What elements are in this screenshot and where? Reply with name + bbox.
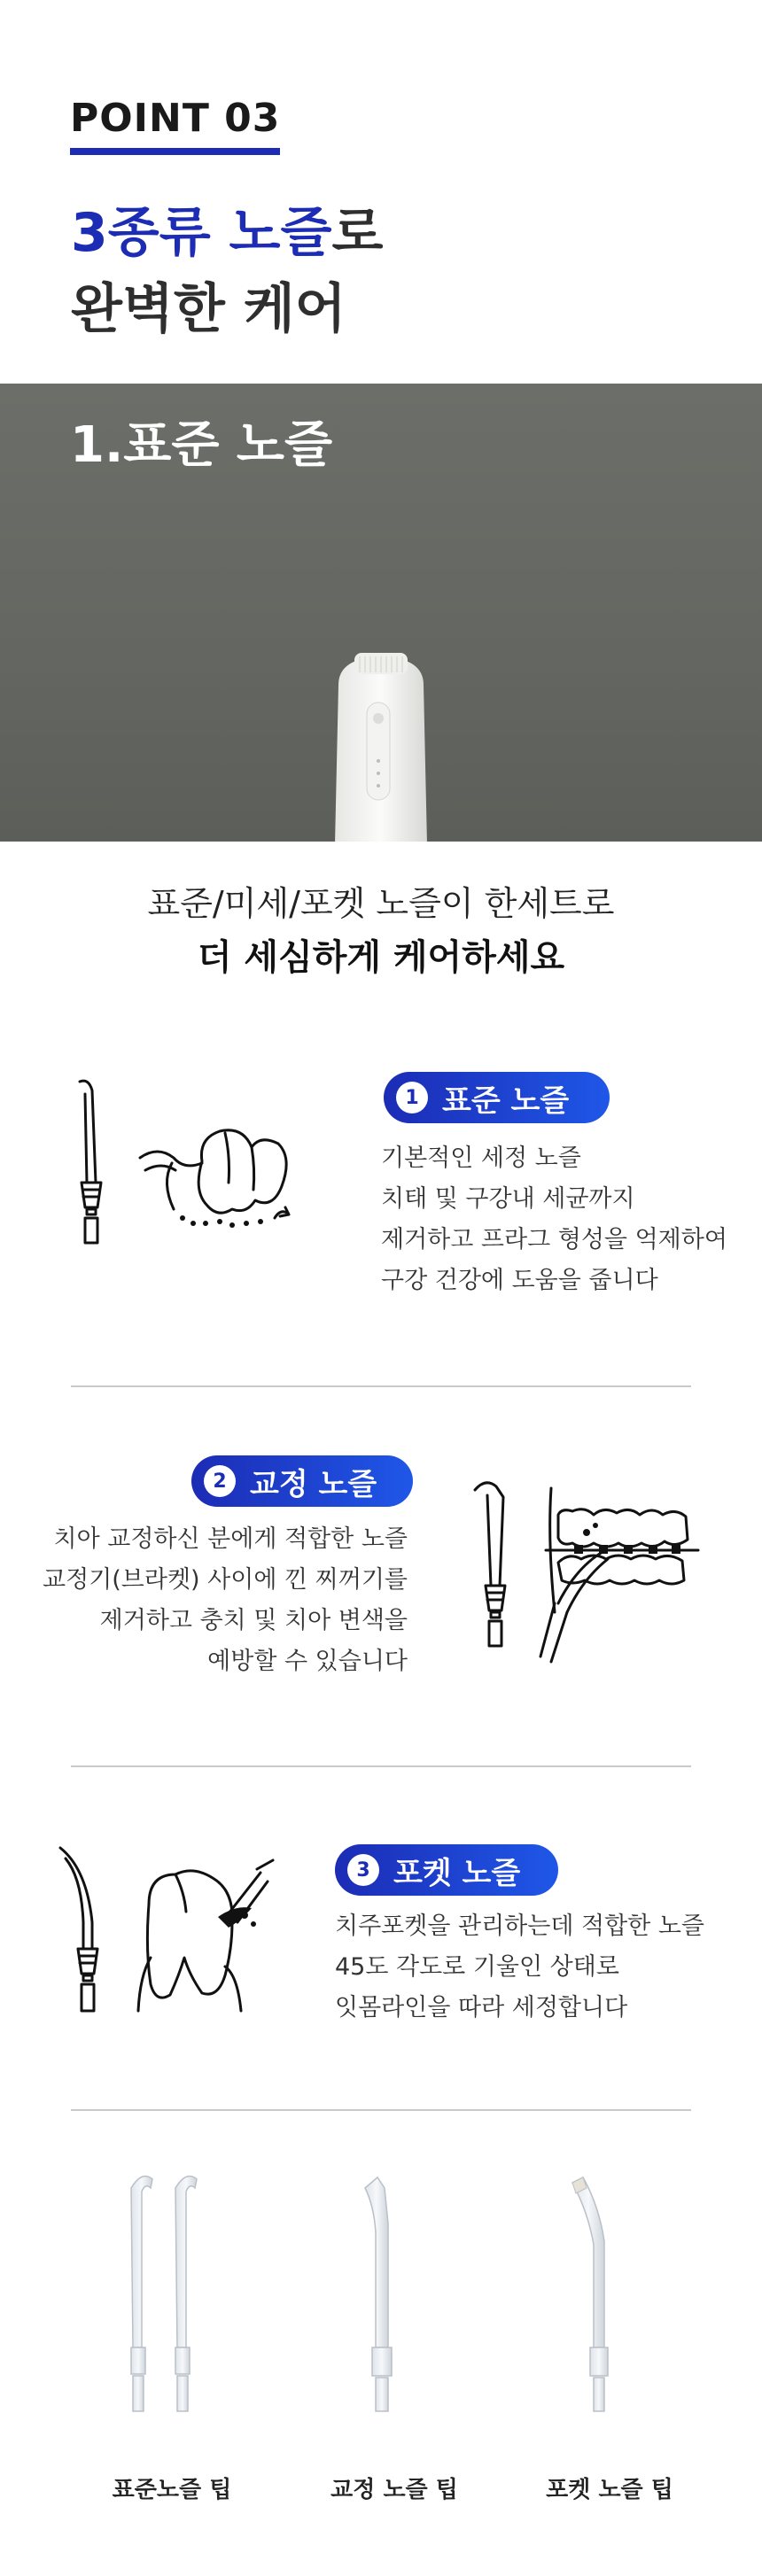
headline (71, 195, 383, 347)
intro-line2: 더 세심하게 케어하세요 (197, 937, 565, 978)
pocket-nozzle-description (335, 1906, 704, 2029)
standard-nozzle-illustration (69, 1076, 299, 1289)
pocket-nozzle-badge (335, 1844, 558, 1896)
section-divider (71, 1385, 691, 1387)
desc-line: 치주포켓을 관리하는데 적합한 노즐 (335, 1913, 704, 1940)
pocket-nozzle-tip-image (558, 2170, 638, 2427)
orthodontic-nozzle-badge (191, 1455, 413, 1507)
standard-nozzle-tip-image (115, 2170, 222, 2427)
section-divider (71, 1765, 691, 1767)
standard-nozzle-description (381, 1138, 727, 1301)
pocket-nozzle-title: 포켓 노즐 (393, 1855, 521, 1891)
desc-line: 제거하고 프라그 형성을 억제하여 (381, 1226, 727, 1253)
intro-line1: 표준/미세/포켓 노즐이 한세트로 (147, 884, 615, 923)
desc-line: 기본적인 세정 노즐 (381, 1144, 581, 1172)
desc-line: 제거하고 충치 및 치아 변색을 (99, 1607, 408, 1634)
pocket-nozzle-tip-label: 포켓 노즐 팁 (546, 2477, 673, 2503)
badge-number-2: 2 (204, 1465, 236, 1497)
desc-line: 치태 및 구강내 세균까지 (381, 1185, 635, 1213)
standard-nozzle-badge (384, 1072, 610, 1123)
orthodontic-nozzle-title: 교정 노즐 (250, 1466, 377, 1502)
headline-accent: 3종류 노즐 (71, 202, 332, 264)
badge-number-3: 3 (347, 1854, 379, 1886)
section-divider (71, 2109, 691, 2111)
orthodontic-nozzle-description (27, 1519, 408, 1682)
standard-nozzle-title: 표준 노즐 (442, 1082, 570, 1119)
desc-line: 교정기(브라켓) 사이에 낀 찌꺼기를 (43, 1566, 408, 1594)
desc-line: 45도 각도로 기울인 상태로 (335, 1953, 619, 1981)
intro-text (0, 877, 762, 985)
desc-line: 구강 건강에 도움을 줍니다 (381, 1267, 658, 1294)
water-flosser-device-image (319, 649, 443, 842)
hero-title: 1.표준 노즐 (70, 416, 333, 474)
orthodontic-nozzle-tip-label: 교정 노즐 팁 (330, 2477, 458, 2503)
headline-suffix: 로 (331, 202, 384, 264)
orthodontic-nozzle-illustration (470, 1470, 709, 1665)
pocket-nozzle-illustration (51, 1843, 282, 2029)
badge-number-1: 1 (396, 1082, 428, 1113)
desc-line: 잇몸라인을 따라 세정합니다 (335, 1994, 628, 2021)
desc-line: 치아 교정하신 분에게 적합한 노즐 (53, 1525, 408, 1553)
headline-line2: 완벽한 케어 (71, 278, 346, 340)
point-label: POINT 03 (70, 96, 280, 155)
desc-line: 예방할 수 있습니다 (207, 1648, 408, 1675)
orthodontic-nozzle-tip-image (344, 2170, 424, 2427)
standard-nozzle-tip-label: 표준노즐 팁 (112, 2477, 232, 2503)
hero-banner (0, 384, 762, 842)
